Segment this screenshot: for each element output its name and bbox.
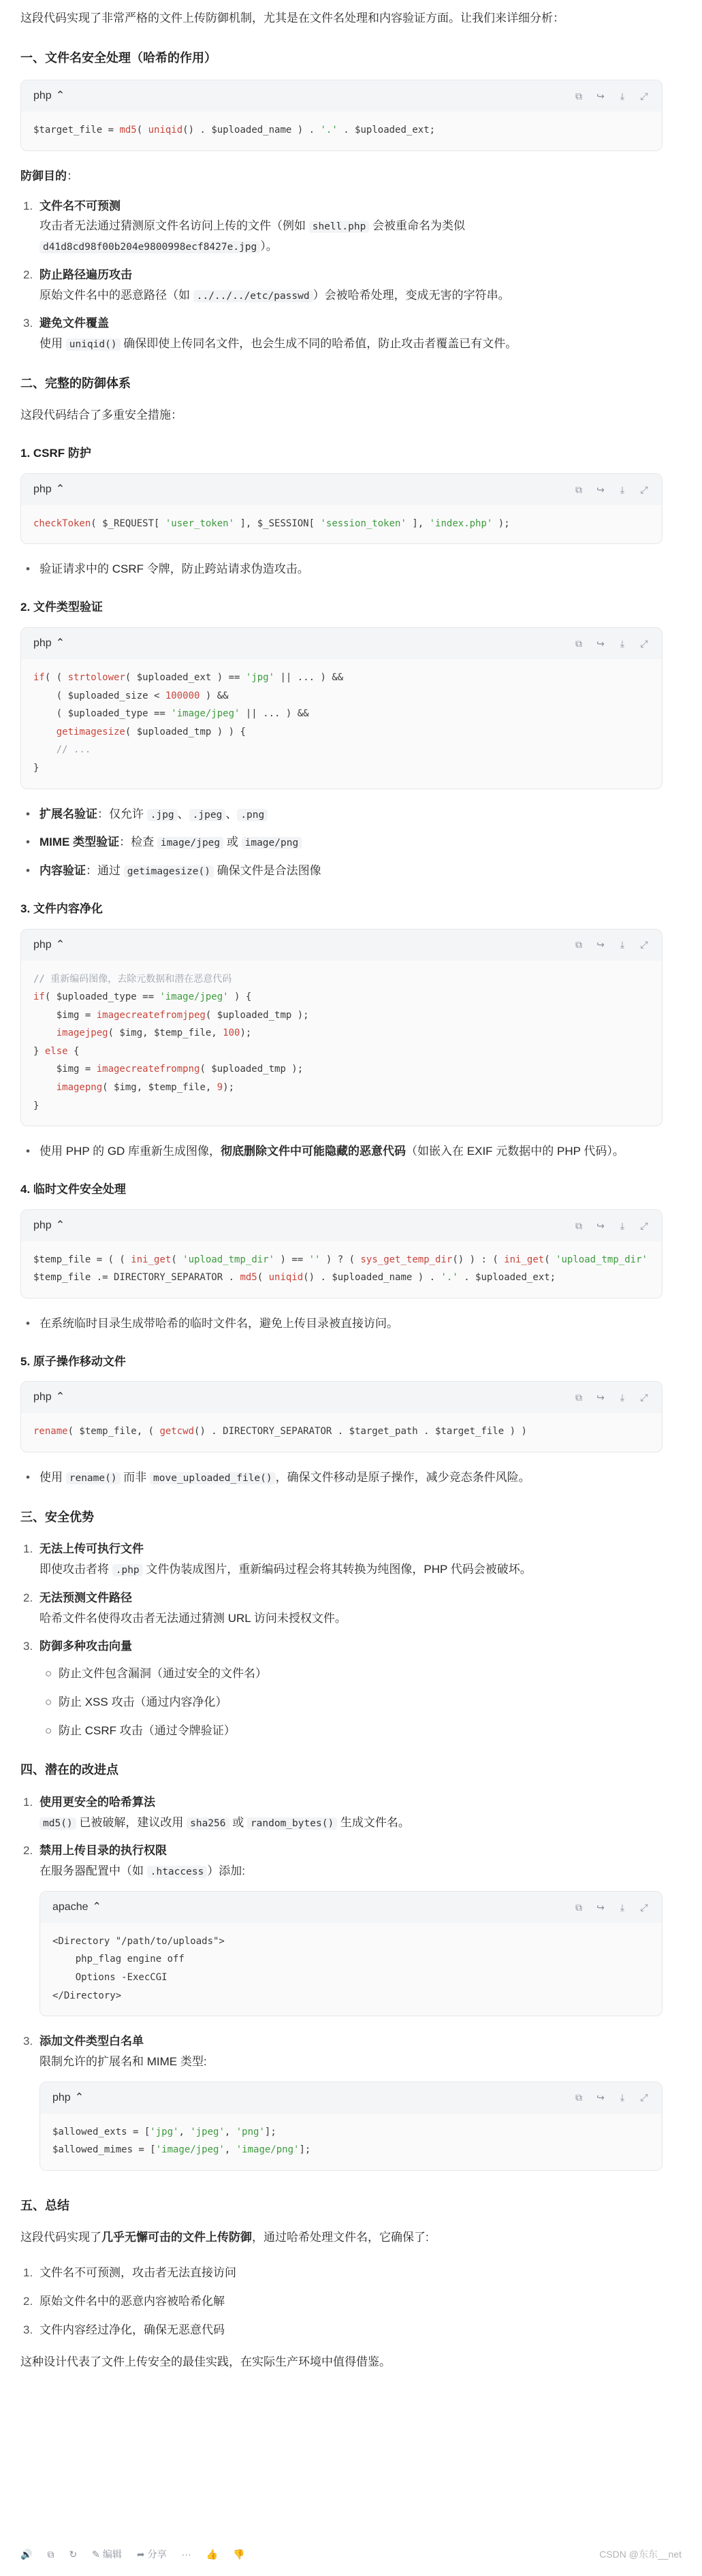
code-lang-label: php xyxy=(33,483,52,495)
code-block-apache xyxy=(39,1891,663,2016)
code-content: rename( $temp_file, ( getcwd() . DIRECTORY_SEPARATOR . $target_path . $target_file ) ) xyxy=(33,1426,527,1437)
list-item: • 内容验证：通过 getimagesize() 确保文件是合法图像 xyxy=(26,864,321,877)
list-item: • 在系统临时目录生成带哈希的临时文件名，避免上传目录被直接访问。 xyxy=(26,1316,398,1330)
chevron-up-icon[interactable]: ⌃ xyxy=(55,1219,65,1231)
code-lang-label: php xyxy=(33,938,52,951)
section-intro: 这段代码结合了多重安全措施： xyxy=(20,409,182,422)
download-icon[interactable]: ⤓ xyxy=(620,1220,625,1231)
copy-icon[interactable]: ⧉ xyxy=(575,637,582,649)
list-item: 3. 防御多种攻击向量 ○ 防止文件包含漏洞（通过安全的文件名） ○ 防止 XSS 攻击（通过内容净化） ○ 防止 CSRF 攻击（通过令牌验证） xyxy=(20,1636,663,1740)
expand-icon[interactable]: ⤢ xyxy=(640,637,648,649)
wrap-icon[interactable]: ↪ xyxy=(596,483,605,495)
list-item: 3. 文件内容经过净化，确保无恶意代码 xyxy=(23,2323,225,2336)
chevron-up-icon[interactable]: ⌃ xyxy=(74,2091,84,2103)
intro-text: 这段代码实现了非常严格的文件上传防御机制，尤其是在文件名处理和内容验证方面。让我们来详细分析： xyxy=(20,12,564,25)
code-lang-label: php xyxy=(52,2091,71,2103)
code-content: checkToken( $_REQUEST[ 'user_token' ], $_SESSION[ 'session_token' ], 'index.php' ); xyxy=(33,518,510,529)
list-item: 2. 防止路径遍历攻击 原始文件名中的恶意路径（如 ../../../etc/passwd ）会被哈希处理，变成无害的字符串。 xyxy=(23,268,510,302)
code-header xyxy=(21,628,662,659)
bullet-list xyxy=(20,1141,663,1162)
code-lang-label: php xyxy=(33,637,52,649)
copy-icon[interactable]: ⧉ xyxy=(575,483,582,495)
list-item: 1. 无法上传可执行文件 即使攻击者将 .php 文件伪装成图片，重新编码过程会将其转换为纯图像，PHP 代码会被破坏。 xyxy=(23,1542,532,1576)
wrap-icon[interactable]: ↪ xyxy=(596,939,605,951)
code-header xyxy=(21,929,662,961)
list-item: 2. 原始文件名中的恶意内容被哈希化解 xyxy=(23,2294,225,2308)
download-icon[interactable]: ⤓ xyxy=(620,91,625,101)
expand-icon[interactable]: ⤢ xyxy=(640,1220,648,1231)
code-block-type xyxy=(20,627,663,789)
download-icon[interactable]: ⤓ xyxy=(620,1392,625,1403)
copy-icon[interactable]: ⧉ xyxy=(575,1392,582,1403)
list-item: 2. 禁用上传目录的执行权限 在服务器配置中（如 .htaccess ）添加: apache ⌃ ⧉ ↪ ⤓ ⤢ <Directory "/path/to/uploads"> php_flag engine off Options -ExecCGI </Directory> xyxy=(20,1841,663,2016)
subsection-title-type: 2. 文件类型验证 xyxy=(20,601,103,614)
list-item: 1. 文件名不可预测 攻击者无法通过猜测原文件名访问上传的文件（例如 shell.php 会被重命名为类似 d41d8cd98f00b204e9800998ecf8427e.jpg ）。 xyxy=(23,199,466,253)
expand-icon[interactable]: ⤢ xyxy=(640,91,648,101)
section-title-2: 二、完整的防御体系 xyxy=(20,376,131,390)
code-header xyxy=(21,1382,662,1413)
list-item: 3. 避免文件覆盖 使用 uniqid() 确保即使上传同名文件，也会生成不同的哈希值，防止攻击者覆盖已有文件。 xyxy=(23,317,517,351)
list-item: 2. 无法预测文件路径 哈希文件名使得攻击者无法通过猜测 URL 访问未授权文件。 xyxy=(23,1591,347,1625)
section-title-3: 三、安全优势 xyxy=(20,1510,94,1524)
thumb-up-icon[interactable]: 👍 xyxy=(206,2548,219,2560)
code-content: $target_file = md5( uniqid() . $uploaded_name ) . '.' . $uploaded_ext; xyxy=(33,125,436,136)
wrap-icon[interactable]: ↪ xyxy=(596,2092,605,2103)
copy-icon[interactable]: ⧉ xyxy=(575,1220,582,1231)
copy-icon[interactable]: ⧉ xyxy=(575,91,582,101)
expand-icon[interactable]: ⤢ xyxy=(640,1901,648,1913)
code-lang-label: apache xyxy=(52,1901,89,1913)
download-icon[interactable]: ⤓ xyxy=(620,2092,625,2103)
list-item: • MIME 类型验证：检查 image/jpeg 或 image/png xyxy=(20,832,663,853)
list-item: • 使用 rename() 而非 move_uploaded_file() ，确保文件移动是原子操作，减少竞态条件风险。 xyxy=(26,1471,530,1484)
code-content: if( ( strtolower( $uploaded_ext ) == 'jpg' || ... ) && ( $uploaded_size < 100000 ) && ( $uploaded_type == 'image/jpeg' || ... ) && getimagesize( $uploaded_tmp ) ) { // ... } xyxy=(33,671,344,774)
bullet-list xyxy=(20,1314,663,1334)
list-item: 1. 使用更安全的哈希算法 md5() 已被破解，建议改用 sha256 或 random_bytes() 生成文件名。 xyxy=(23,1795,410,1829)
code-block-move xyxy=(20,1381,663,1452)
more-button[interactable]: ··· xyxy=(181,2548,191,2560)
expand-icon[interactable]: ⤢ xyxy=(640,2092,648,2103)
chevron-up-icon[interactable]: ⌃ xyxy=(55,938,65,951)
expand-icon[interactable]: ⤢ xyxy=(640,939,648,951)
watermark: CSDN @东东__net xyxy=(599,2548,682,2560)
bullet-list xyxy=(20,559,663,579)
wrap-icon[interactable]: ↪ xyxy=(596,91,605,101)
wrap-icon[interactable]: ↪ xyxy=(596,1392,605,1403)
sub-list-item: ○ 防止 CSRF 攻击（通过令牌验证） xyxy=(45,1723,236,1737)
code-block-tmp xyxy=(20,1209,663,1299)
code-block-filename xyxy=(20,80,663,151)
section-title-1: 一、文件名安全处理（哈希的作用） xyxy=(20,50,217,65)
download-icon[interactable]: ⤓ xyxy=(620,1901,625,1913)
summary-text: 这段代码实现了几乎无懈可击的文件上传防御，通过哈希处理文件名，它确保了: xyxy=(20,2231,429,2244)
section-title-4: 四、潜在的改进点 xyxy=(20,1763,118,1777)
subsection-title-tmp: 4. 临时文件安全处理 xyxy=(20,1183,126,1196)
expand-icon[interactable]: ⤢ xyxy=(640,483,648,495)
copy-icon[interactable]: ⧉ xyxy=(47,2548,54,2560)
share-icon: ➦ xyxy=(136,2548,145,2560)
code-lang-label: php xyxy=(33,1391,52,1403)
chevron-up-icon[interactable]: ⌃ xyxy=(55,1391,65,1403)
improvement-list xyxy=(20,1792,663,2171)
sub-list-item: ○ 防止文件包含漏洞（通过安全的文件名） xyxy=(45,1667,267,1681)
closing-text: 这种设计代表了文件上传安全的最佳实践，在实际生产环境中值得借鉴。 xyxy=(20,2355,391,2369)
code-header xyxy=(21,80,662,112)
copy-icon[interactable]: ⧉ xyxy=(575,939,582,951)
purpose-list xyxy=(20,196,663,354)
code-header xyxy=(40,2082,662,2114)
advantage-list xyxy=(20,1539,663,1740)
chat-answer: 这段代码实现了非常严格的文件上传防御机制，尤其是在文件名处理和内容验证方面。让我们来详细分析： 一、文件名安全处理（哈希的作用） php ⌃ ⧉ ↪ ⤓ ⤢ $target_file = md5( uniqid() . $uploaded_name ) . '.' . $uploaded_ext; 防御目的： 1. 文件名不可预测 攻击者无法通过猜测原文件名访问上传的文件（例如 shell.php 会被重命名为类似 d41d8cd98f00b204e9800998ecf8427e.jpg ）。 2. 防止路径遍历攻击 原始文件名中的恶意路径（如 ../../../etc/passwd ）会被哈希处理，变成无害的字符串。 3. 避免文件覆盖 使用 uniqid() 确保即使上传同名文件，也会生成不同的哈希值，防止攻击者覆盖已有文件。 二、完整的防御体系 这段代码结合了多重安全措施： 1. CSRF 防护 php ⌃ ⧉ ↪ ⤓ ⤢ checkToken( $_REQUEST[ 'user_token' ], $_SESSION[ 'session_token' ], 'index.php' ); • 验证请求中的 CSRF 令牌，防止跨站请求伪造攻击。 2. 文件类型验证 php ⌃ ⧉ ↪ ⤓ ⤢ if( ( strtolower( $uploaded_ext ) == 'jpg' || ... ) && ( $uploaded_size < 100000 ) && ( $uploaded_type == 'image/jpeg' || ... ) && getimagesize( $uploaded_tmp ) ) { // ... } • 扩展名验证：仅允许 .jpg 、 .jpeg 、 .png • MIME 类型验证：检查 image/jpeg 或 image/png • 内容验证：通过 getimagesize() 确保文件是合法图像 3. 文件内容净化 php ⌃ ⧉ ↪ ⤓ ⤢ // 重新编码图像，去除元数据和潜在恶意代码 if( $uploaded_type == 'image/jpeg' ) { $img = imagecreatefromjpeg( $uploaded_tmp ); imagejpeg( $img, $temp_file, 100); } else { $img = imagecreatefrompng( $uploaded_tmp ); imagepng( $img, $temp_file, 9); } • 使用 PHP 的 GD 库重新生成图像，彻底删除文件中可能隐藏的恶意代码（如嵌入在 EXIF 元数据中的 PHP 代码）。 4. 临时文件安全处理 php ⌃ ⧉ ↪ ⤓ ⤢ $temp_file = ( ( ini_get( 'upload_tmp_dir' ) == '' ) ? ( sys_get_temp_dir() ) : ( ini_get( 'upload_tmp_dir' $temp_file .= DIRECTORY_SEPARATOR . md5( uniqid() . $uploaded_name ) . '.' . $uploaded_ext; • 在系统临时目录生成带哈希的临时文件名，避免上传目录被直接访问。 5. 原子操作移动文件 php ⌃ ⧉ ↪ ⤓ ⤢ rename( $temp_file, ( getcwd() . DIRECTORY_SEPARATOR . $target_path . $target_file ) ) • 使用 rename() 而非 move_uploaded_file() ，确保文件移动是原子操作，减少竞态条件风险。 三、安全优势 1. 无法上传可执行文件 即使攻击者将 .php 文件伪装成图片，重新编码过程会将其转换为纯图像，PHP 代码会被破坏。 2. 无法预测文件路径 哈希文件名使得攻击者无法通过猜测 URL 访问未授权文件。 3. 防御多种攻击向量 ○ 防止文件包含漏洞（通过安全的文件名） ○ 防止 XSS 攻击（通过内容净化） ○ 防止 CSRF 攻击（通过令牌验证） 四、潜在的改进点 1. 使用更安全的哈希算法 md5() 已被破解，建议改用 sha256 或 random_bytes() 生成文件名。 2. 禁用上传目录的执行权限 在服务器配置中（如 .htaccess ）添加: apache ⌃ ⧉ ↪ ⤓ ⤢ <Directory "/path/to/uploads"> php_flag engine off Options -ExecCGI </Directory> 3. 添加文件类型白名单 限制允许的扩展名和 MIME 类型: php ⌃ ⧉ ↪ ⤓ ⤢ $allowed_exts = ['jpg', 'jpeg', 'png']; $allowed_mimes = ['image/jpeg', 'image/png']; 五、总结 这段代码实现了几乎无懈可击的文件上传防御，通过哈希处理文件名，它确保了: 1. 文件名不可预测，攻击者无法直接访问 2. 原始文件名中的恶意内容被哈希化解 3. 文件内容经过净化，确保无恶意代码 这种设计代表了文件上传安全的最佳实践，在实际生产环境中值得借鉴。 🔊 ⧉ ↻ ✎ 编辑 ➦ 分享 ··· 👍 👎 CSDN @东东__net xyxy=(0,0,702,2576)
sub-list-item: ○ 防止 XSS 攻击（通过内容净化） xyxy=(45,1695,227,1708)
download-icon[interactable]: ⤓ xyxy=(620,637,625,649)
wrap-icon[interactable]: ↪ xyxy=(596,1220,605,1231)
edit-button[interactable]: ✎ 编辑 xyxy=(92,2546,122,2563)
code-lang-label: php xyxy=(33,1219,52,1231)
subsection-title-move: 5. 原子操作移动文件 xyxy=(20,1354,126,1368)
download-icon[interactable]: ⤓ xyxy=(620,939,625,951)
section-title-5: 五、总结 xyxy=(20,2198,69,2212)
code-block-clean xyxy=(20,929,663,1127)
chevron-up-icon[interactable]: ⌃ xyxy=(55,90,65,102)
speaker-icon[interactable]: 🔊 xyxy=(20,2548,33,2560)
code-header xyxy=(40,1892,662,1923)
wrap-icon[interactable]: ↪ xyxy=(596,1901,605,1913)
code-lang-label: php xyxy=(33,90,52,102)
code-content: // 重新编码图像，去除元数据和潜在恶意代码 if( $uploaded_type == 'image/jpeg' ) { $img = imagecreatefromjpeg( $uploaded_tmp ); imagejpeg( $img, $temp_file, 100); } else { $img = imagecreatefrompng( $uploaded_tmp ); imagepng( $img, $temp_file, 9); } xyxy=(33,973,309,1111)
answer-toolbar xyxy=(20,2542,682,2566)
code-content: $allowed_exts = ['jpg', 'jpeg', 'png']; $allowed_mimes = ['image/jpeg', 'image/png']; xyxy=(52,2126,311,2156)
subsection-title-csrf: 1. CSRF 防护 xyxy=(20,447,91,460)
list-item: • 验证请求中的 CSRF 令牌，防止跨站请求伪造攻击。 xyxy=(26,562,309,576)
expand-icon[interactable]: ⤢ xyxy=(640,1392,648,1403)
list-item: • 扩展名验证：仅允许 .jpg 、 .jpeg 、 .png xyxy=(20,804,663,825)
bullet-list xyxy=(20,804,663,881)
chevron-up-icon[interactable]: ⌃ xyxy=(55,637,65,649)
thumb-down-icon[interactable]: 👎 xyxy=(233,2548,245,2560)
refresh-icon[interactable]: ↻ xyxy=(69,2548,78,2560)
copy-icon[interactable]: ⧉ xyxy=(575,1901,582,1913)
chevron-up-icon[interactable]: ⌃ xyxy=(92,1901,101,1913)
edit-icon: ✎ xyxy=(92,2548,100,2560)
code-content: <Directory "/path/to/uploads"> php_flag engine off Options -ExecCGI </Directory> xyxy=(52,1935,225,2001)
code-block-csrf xyxy=(20,473,663,545)
list-item: 3. 添加文件类型白名单 限制允许的扩展名和 MIME 类型: php ⌃ ⧉ ↪ ⤓ ⤢ $allowed_exts = ['jpg', 'jpeg', 'png']; $allowed_mimes = ['image/jpeg', 'image/png']; xyxy=(20,2031,663,2171)
purpose-label: 防御目的 xyxy=(20,169,67,182)
chevron-up-icon[interactable]: ⌃ xyxy=(55,483,65,495)
code-header xyxy=(21,474,662,505)
subsection-title-clean: 3. 文件内容净化 xyxy=(20,902,103,915)
copy-icon[interactable]: ⧉ xyxy=(575,2092,582,2103)
list-item: 1. 文件名不可预测，攻击者无法直接访问 xyxy=(23,2266,236,2280)
wrap-icon[interactable]: ↪ xyxy=(596,637,605,649)
summary-list xyxy=(20,2263,663,2340)
share-button[interactable]: ➦ 分享 xyxy=(137,2546,167,2563)
code-content: $temp_file = ( ( ini_get( 'upload_tmp_dir' ) == '' ) ? ( sys_get_temp_dir() ) : ( ini_get( 'upload_tmp_dir' $temp_file .= DIRECTORY_SEPARATOR . md5( uniqid() . $uploaded_name ) . '.' . $uploaded_ext; xyxy=(33,1254,648,1284)
download-icon[interactable]: ⤓ xyxy=(620,483,625,495)
bullet-list xyxy=(20,1467,663,1488)
code-header xyxy=(21,1210,662,1241)
list-item: • 使用 PHP 的 GD 库重新生成图像，彻底删除文件中可能隐藏的恶意代码（如嵌入在 EXIF 元数据中的 PHP 代码）。 xyxy=(26,1145,624,1158)
code-block-whitelist xyxy=(39,2082,663,2171)
